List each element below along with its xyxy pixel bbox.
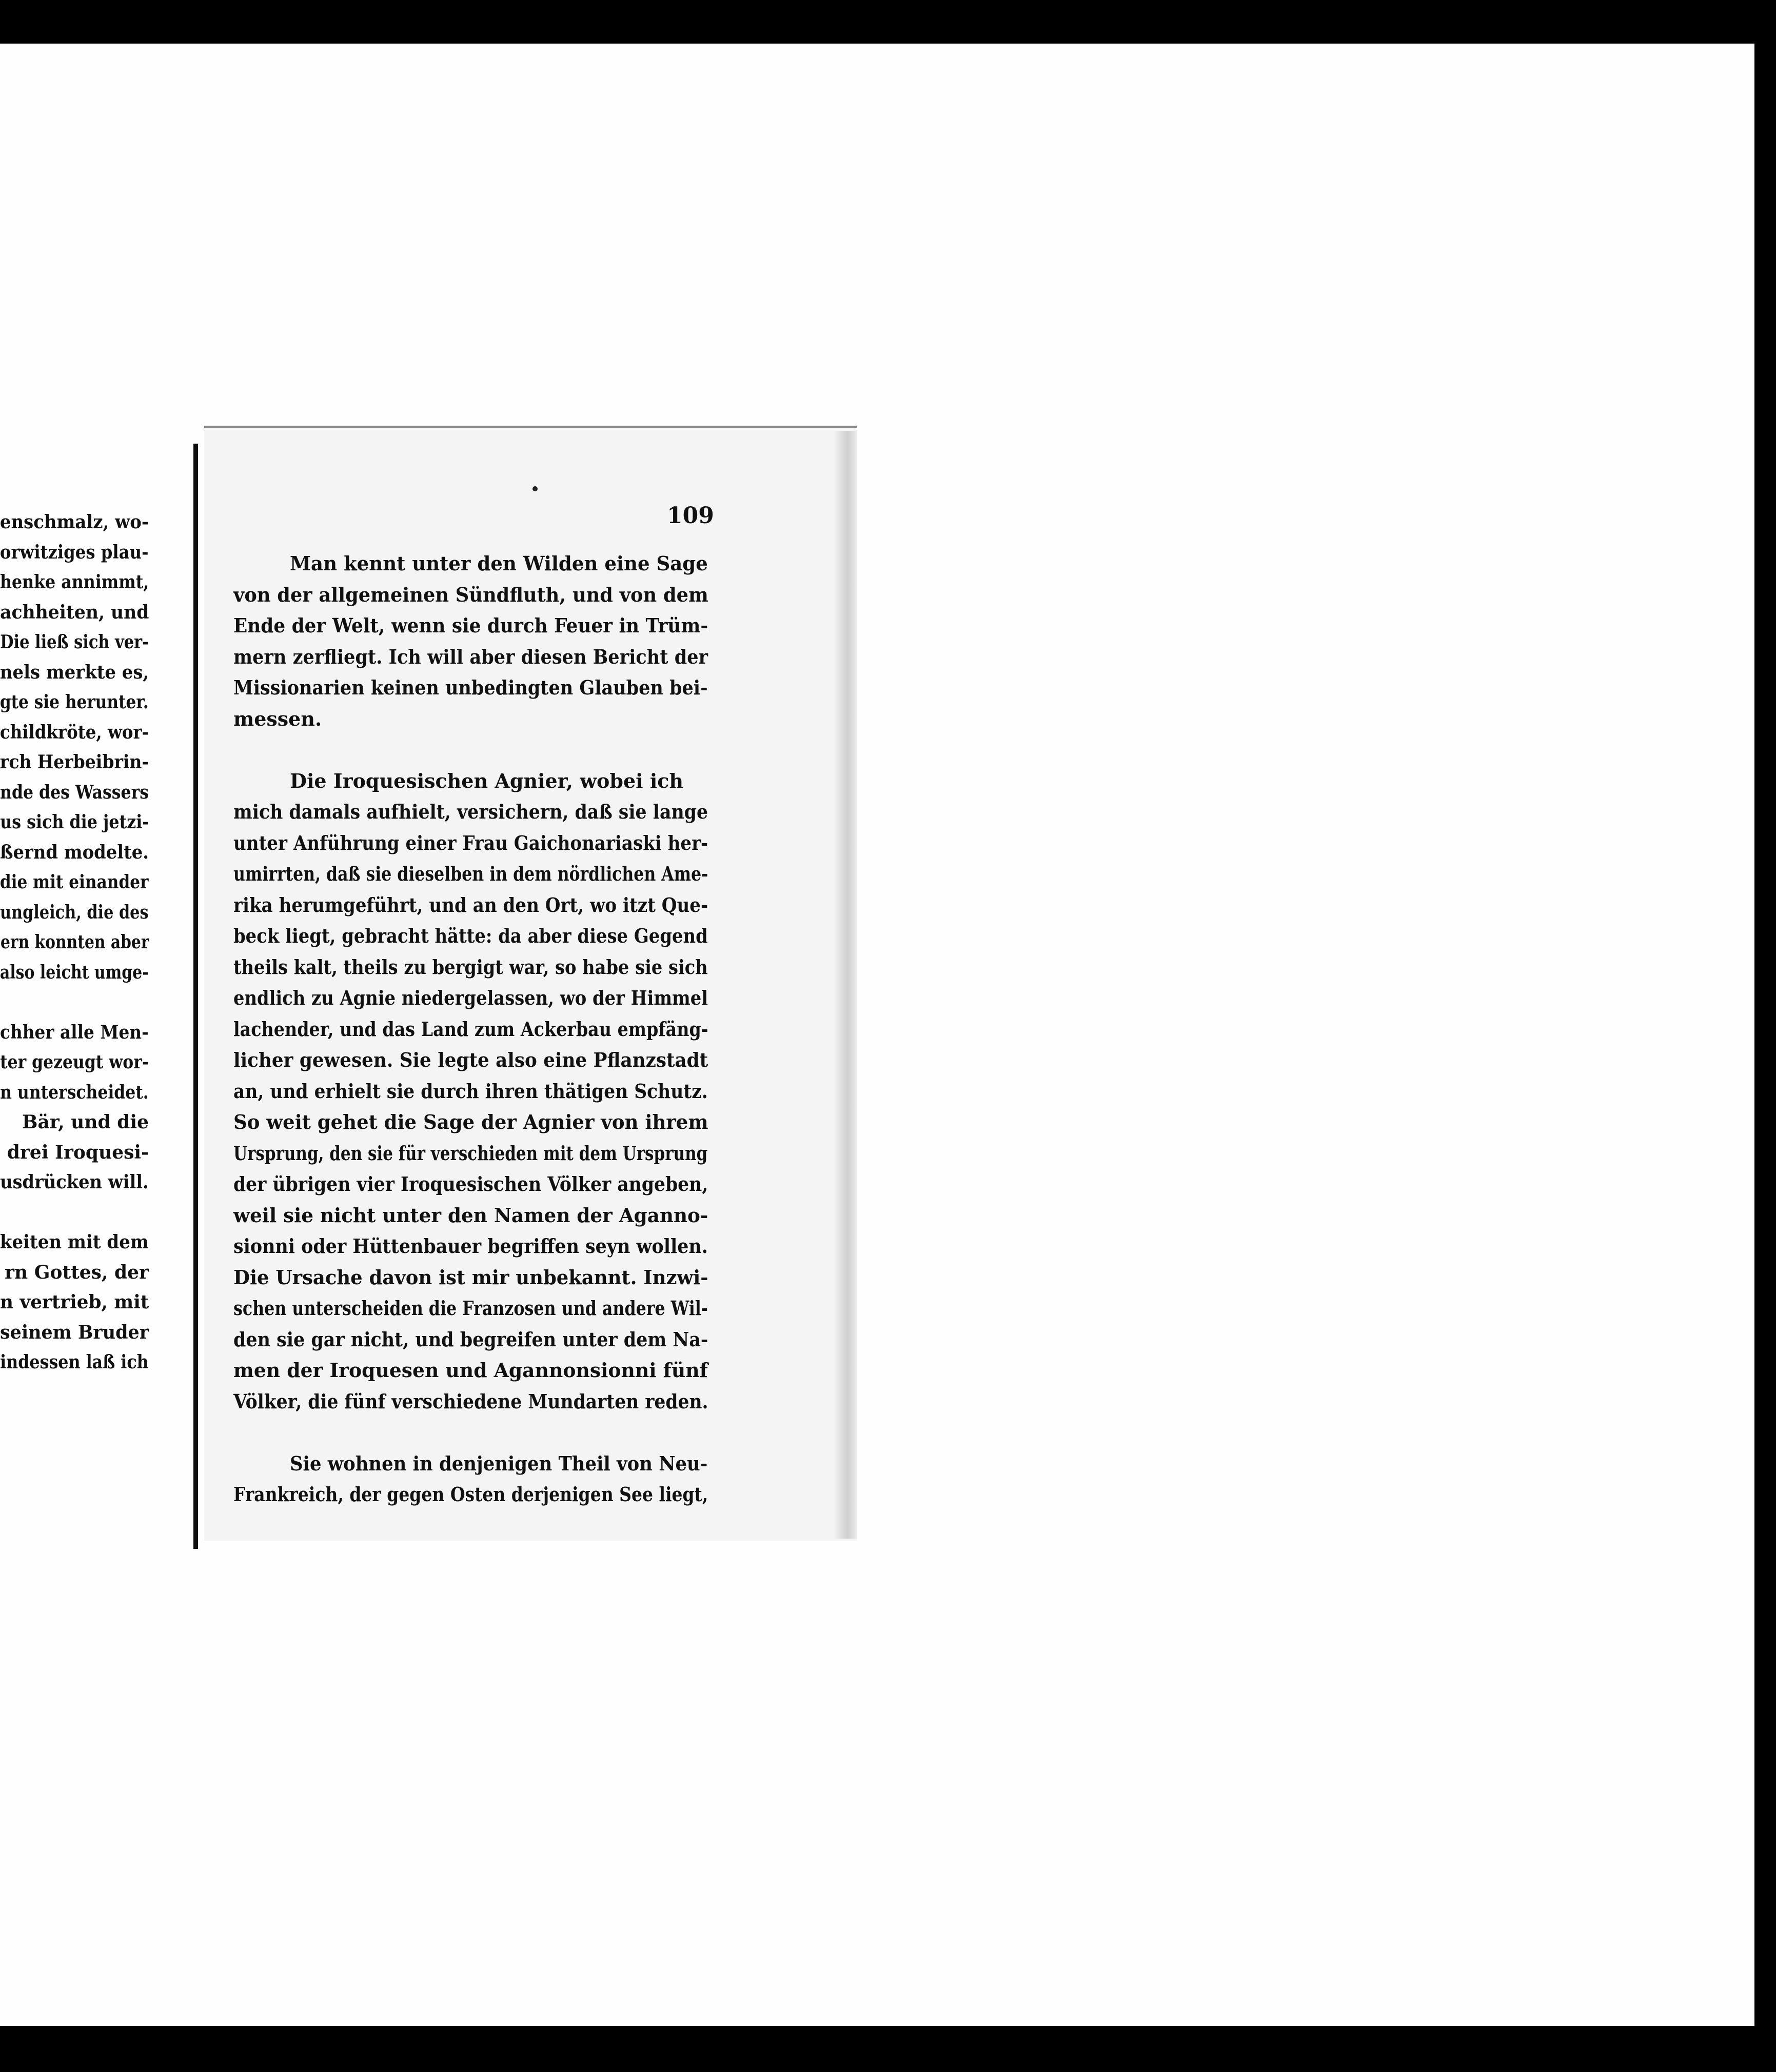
text-line: von der allgemeinen Sündfluth, und von dem xyxy=(233,583,708,606)
text-line: lachender, und das Land zum Ackerbau empfäng- xyxy=(233,1018,708,1041)
text-line: So weit gehet die Sage der Agnier von ihrem xyxy=(233,1110,708,1133)
text-line: mich damals aufhielt, versichern, daß sie lange xyxy=(233,800,708,823)
text-line: beck liegt, gebracht hätte: da aber diese Gegend xyxy=(233,924,708,947)
text-line: mern zerfliegt. Ich will aber diesen Bericht der xyxy=(233,645,708,668)
left-page-line: Bär, und die xyxy=(22,1111,149,1133)
left-page-line: indessen laß ich xyxy=(0,1351,149,1373)
left-page-line: gte sie herunter. xyxy=(0,691,149,713)
left-page-line: seinem Bruder xyxy=(0,1322,149,1343)
left-page-line: drei Iroquesi- xyxy=(7,1142,149,1163)
page-edge-shadow xyxy=(834,431,857,1539)
left-page-line: ter gezeugt wor- xyxy=(0,1051,149,1073)
text-line: messen. xyxy=(233,707,322,730)
text-line: Ende der Welt, wenn sie durch Feuer in Trüm- xyxy=(233,614,708,637)
book-gutter xyxy=(193,444,198,1549)
left-page-line: henke annimmt, xyxy=(0,571,149,593)
left-page-line: keiten mit dem xyxy=(0,1231,149,1253)
text-line: rika herumgeführt, und an den Ort, wo itzt Que- xyxy=(233,893,708,917)
left-page-line: orwitziges plau- xyxy=(0,542,149,563)
left-page-line: nde des Wassers xyxy=(0,782,149,803)
text-line: an, und erhielt sie durch ihren thätigen Schutz. xyxy=(233,1080,708,1103)
left-page-line: childkröte, wor- xyxy=(0,722,149,743)
text-line: weil sie nicht unter den Namen der Aganno- xyxy=(233,1204,708,1227)
left-page-line: nels merkte es, xyxy=(0,662,149,683)
text-line: Die Ursache davon ist mir unbekannt. Inzwi- xyxy=(233,1266,708,1289)
left-page-line: ungleich, die des xyxy=(0,902,149,923)
left-page-line: rn Gottes, der xyxy=(5,1262,149,1283)
text-line: endlich zu Agnie niedergelassen, wo der Himmel xyxy=(233,986,708,1009)
text-line: sionni oder Hüttenbauer begriffen seyn wollen. xyxy=(233,1234,708,1258)
left-page-line: us sich die jetzi- xyxy=(0,811,149,833)
scan-border-bottom xyxy=(0,2026,1776,2072)
text-line: Missionarien keinen unbedingten Glauben bei- xyxy=(233,676,708,699)
left-page-line: rch Herbeibrin- xyxy=(0,751,149,773)
left-page-line: achheiten, und xyxy=(0,602,149,623)
left-page-line: ßernd modelte. xyxy=(0,842,149,863)
text-line: Man kennt unter den Wilden eine Sage xyxy=(290,552,708,575)
text-line: Ursprung, den sie für verschieden mit dem Ursprung xyxy=(233,1142,708,1165)
text-line: Die Iroquesischen Agnier, wobei ich xyxy=(290,769,684,792)
signature-mark xyxy=(532,486,538,491)
text-line: theils kalt, theils zu bergigt war, so habe sie sich xyxy=(233,955,708,979)
left-page-line: chher alle Men- xyxy=(0,1022,149,1043)
page-number: 109 xyxy=(667,503,714,529)
text-line: den sie gar nicht, und begreifen unter dem Na- xyxy=(233,1328,708,1351)
text-line: umirrten, daß sie dieselben in dem nördlichen Ame- xyxy=(233,862,708,885)
left-page-line: also leicht umge- xyxy=(0,962,149,983)
text-line: Sie wohnen in denjenigen Theil von Neu- xyxy=(290,1452,708,1475)
left-page-line: n vertrieb, mit xyxy=(0,1291,149,1313)
text-line: licher gewesen. Sie legte also eine Pflanzstadt xyxy=(233,1048,708,1071)
text-line: schen unterscheiden die Franzosen und andere Wil- xyxy=(233,1297,708,1320)
left-page-line: n unterscheidet. xyxy=(0,1082,149,1103)
left-page-line: usdrücken will. xyxy=(0,1171,149,1193)
text-line: unter Anführung einer Frau Gaichonariaski her- xyxy=(233,831,708,854)
text-line: Völker, die fünf verschiedene Mundarten reden. xyxy=(233,1390,708,1413)
left-page-line: die mit einander xyxy=(0,871,149,893)
text-line: men der Iroquesen und Agannonsionni fünf xyxy=(233,1359,708,1382)
left-page-line: ern konnten aber xyxy=(0,931,149,953)
left-page-line: Die ließ sich ver- xyxy=(0,631,149,653)
text-line: Frankreich, der gegen Osten derjenigen See liegt, xyxy=(233,1483,708,1506)
text-line: der übrigen vier Iroquesischen Völker angeben, xyxy=(233,1172,708,1196)
left-page-line: enschmalz, wo- xyxy=(0,511,149,533)
